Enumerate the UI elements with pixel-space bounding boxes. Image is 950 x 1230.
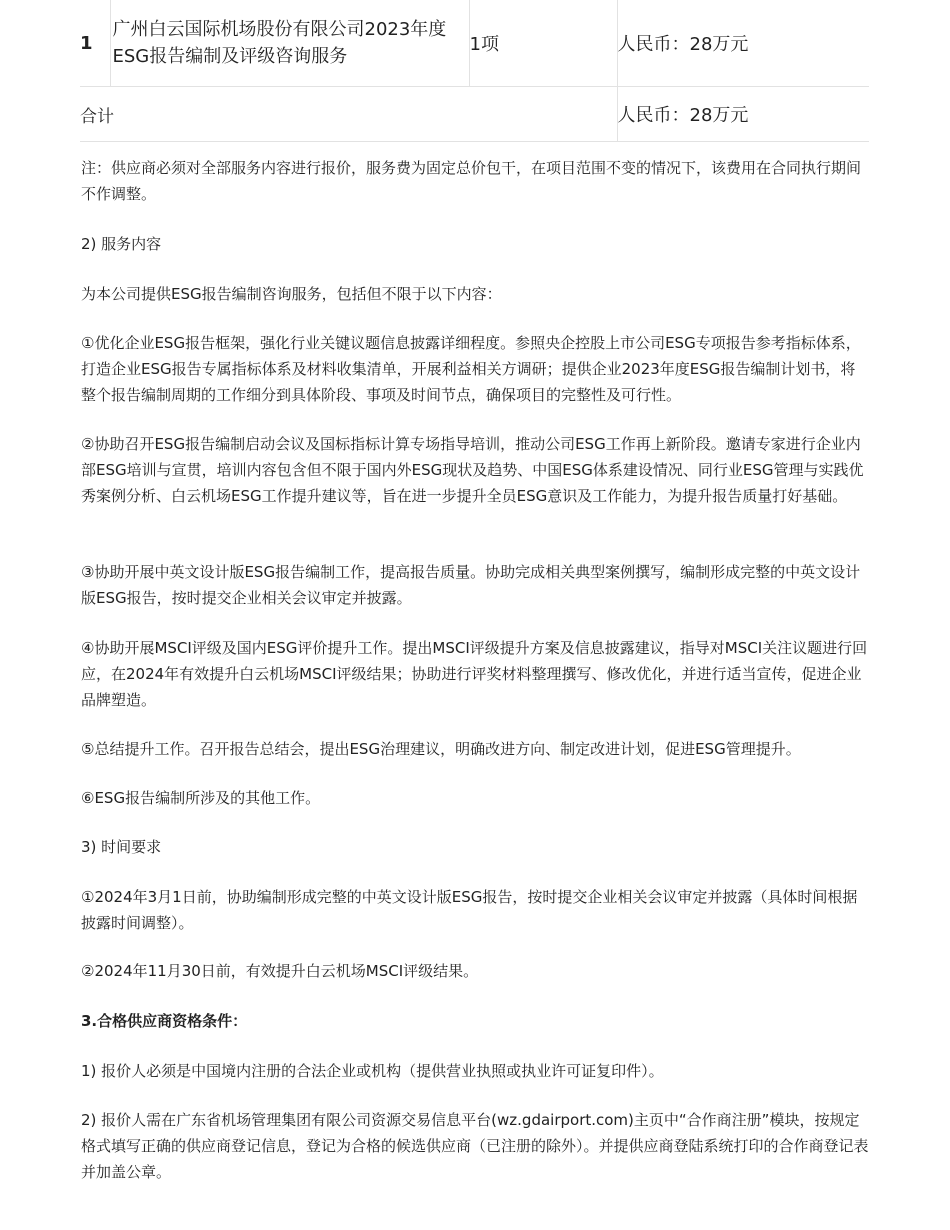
qualification-item-2: 2) 报价人需在广东省机场管理集团有限公司资源交易信息平台(wz.gdairport.com)主页中“合作商注册”模块，按规定格式填写正确的供应商登记信息，登记为合格的候选供应商（已注册的除外）。并提供应商登陆系统打印的合作商登记表并加盖公章。 (81, 1111, 869, 1181)
total-label: 合计 (80, 87, 617, 142)
item-price: 人民币：28万元 (617, 0, 869, 87)
service-item-6: ⑥ESG报告编制所涉及的其他工作。 (81, 789, 321, 807)
item-quantity: 1项 (469, 0, 617, 87)
pricing-note: 注：供应商必须对全部服务内容进行报价，服务费为固定总价包干，在项目范围不变的情况下，该费用在合同执行期间不作调整。 (81, 159, 862, 203)
service-heading: 2) 服务内容 (81, 235, 162, 253)
qualification-heading: 3.合格供应商资格条件： (81, 1012, 248, 1030)
item-number: 1 (80, 0, 110, 87)
service-intro: 为本公司提供ESG报告编制咨询服务，包括但不限于以下内容： (81, 285, 502, 303)
service-item-1: ①优化企业ESG报告框架，强化行业关键议题信息披露详细程度。参照央企控股上市公司ESG专项报告参考指标体系，打造企业ESG报告专属指标体系及材料收集清单，开展利益相关方调研；提供企业2023年度ESG报告编制计划书，将整个报告编制周期的工作细分到具体阶段、事项及时间节点，确保项目的完整性及可行性。 (81, 334, 861, 404)
table-total-row (80, 87, 869, 142)
service-item-3: ③协助开展中英文设计版ESG报告编制工作，提高报告质量。协助完成相关典型案例撰写，编制形成完整的中英文设计版ESG报告，按时提交企业相关会议审定并披露。 (81, 563, 861, 607)
price-table (80, 0, 869, 142)
service-item-5: ⑤总结提升工作。召开报告总结会，提出ESG治理建议，明确改进方向、制定改进计划，促进ESG管理提升。 (81, 740, 801, 758)
service-item-4: ④协助开展MSCI评级及国内ESG评价提升工作。提出MSCI评级提升方案及信息披露建议，指导对MSCI关注议题进行回应，在2024年有效提升白云机场MSCI评级结果；协助进行评奖材料整理撰写、修改优化，并进行适当宣传，促进企业品牌塑造。 (81, 639, 868, 709)
total-price: 人民币：28万元 (617, 87, 869, 142)
table-row (80, 0, 869, 87)
qualification-item-1: 1) 报价人必须是中国境内注册的合法企业或机构（提供营业执照或执业许可证复印件）。 (81, 1062, 664, 1080)
item-name: 广州白云国际机场股份有限公司2023年度ESG报告编制及评级咨询服务 (110, 0, 469, 87)
time-heading: 3) 时间要求 (81, 838, 162, 856)
time-item-1: ①2024年3月1日前，协助编制形成完整的中英文设计版ESG报告，按时提交企业相关会议审定并披露（具体时间根据披露时间调整）。 (81, 888, 858, 932)
service-item-2: ②协助召开ESG报告编制启动会议及国标指标计算专场指导培训，推动公司ESG工作再上新阶段。邀请专家进行企业内部ESG培训与宣贯，培训内容包含但不限于国内外ESG现状及趋势、中国ESG体系建设情况、同行业ESG管理与实践优秀案例分析、白云机场ESG工作提升建议等，旨在进一步提升全员ESG意识及工作能力，为提升报告质量打好基础。 (81, 435, 864, 505)
time-item-2: ②2024年11月30日前，有效提升白云机场MSCI评级结果。 (81, 962, 479, 980)
